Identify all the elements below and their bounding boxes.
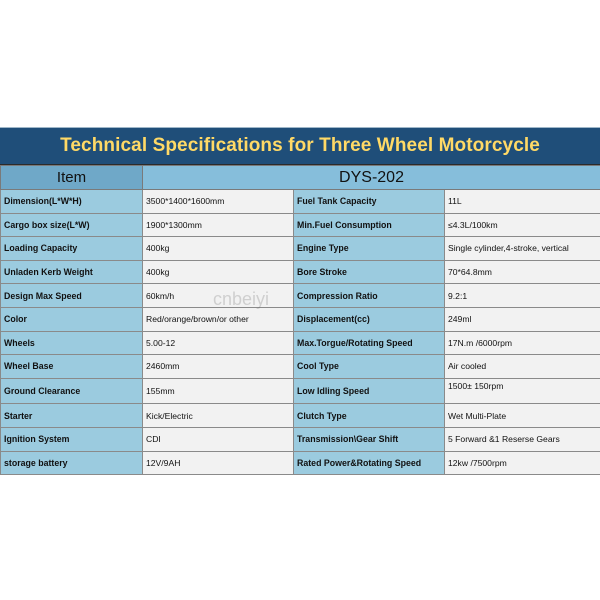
spec-value: 17N.m /6000rpm [445,331,600,355]
spec-value: 12V/9AH [143,451,294,475]
spec-value: 5 Forward &1 Reserse Gears [445,427,600,451]
spec-label: Ignition System [1,427,143,451]
spec-sheet [0,127,600,475]
spec-value: CDI [143,427,294,451]
table-row [1,451,600,475]
spec-value: 11L [445,190,600,214]
spec-label: Engine Type [294,237,445,261]
table-row [1,237,600,261]
table-row [1,213,600,237]
spec-value: ≤4.3L/100km [445,213,600,237]
page-title: Technical Specifications for Three Wheel Motorcycle [0,127,600,165]
spec-value: Air cooled [445,355,600,379]
spec-value: 70*64.8mm [445,260,600,284]
spec-value: Single cylinder,4-stroke, vertical [445,237,600,261]
spec-label: Color [1,307,143,331]
spec-label: Fuel Tank Capacity [294,190,445,214]
spec-label: Clutch Type [294,404,445,428]
spec-label: Rated Power&Rotating Speed [294,451,445,475]
table-row [1,404,600,428]
model-column-header: DYS-202 [143,166,600,190]
spec-value: 400kg [143,237,294,261]
spec-value: 12kw /7500rpm [445,451,600,475]
spec-value: Kick/Electric [143,404,294,428]
spec-label: Low Idling Speed [294,378,445,404]
spec-label: Max.Torgue/Rotating Speed [294,331,445,355]
table-row [1,284,600,308]
spec-label: Unladen Kerb Weight [1,260,143,284]
table-row [1,355,600,379]
spec-label: storage battery [1,451,143,475]
spec-label: Cool Type [294,355,445,379]
spec-value: 1500± 150rpm [445,378,600,404]
spec-value: Red/orange/brown/or other [143,307,294,331]
spec-label: Bore Stroke [294,260,445,284]
spec-rows [1,190,600,475]
spec-label: Displacement(cc) [294,307,445,331]
spec-label: Ground Clearance [1,378,143,404]
table-row [1,427,600,451]
table-row [1,307,600,331]
spec-value: 2460mm [143,355,294,379]
spec-label: Starter [1,404,143,428]
spec-label: Loading Capacity [1,237,143,261]
spec-label: Design Max Speed [1,284,143,308]
table-row [1,378,600,404]
spec-label: Wheels [1,331,143,355]
watermark: cnbeiyi [213,289,270,309]
spec-label: Min.Fuel Consumption [294,213,445,237]
spec-value: Wet Multi-Plate [445,404,600,428]
spec-label: Cargo box size(L*W) [1,213,143,237]
spec-table [0,165,600,475]
spec-value: 249ml [445,307,600,331]
spec-label: Compression Ratio [294,284,445,308]
spec-value: 9.2:1 [445,284,600,308]
spec-value: 60km/h [143,284,294,308]
table-header-row [1,166,600,190]
table-row [1,190,600,214]
spec-label: Dimension(L*W*H) [1,190,143,214]
item-column-header: Item [1,166,143,190]
table-row [1,260,600,284]
spec-value: 5.00-12 [143,331,294,355]
spec-value: 155mm [143,378,294,404]
spec-label: Transmission\Gear Shift [294,427,445,451]
spec-label: Wheel Base [1,355,143,379]
spec-value: 400kg [143,260,294,284]
table-row [1,331,600,355]
spec-value: 1900*1300mm [143,213,294,237]
spec-value: 3500*1400*1600mm [143,190,294,214]
